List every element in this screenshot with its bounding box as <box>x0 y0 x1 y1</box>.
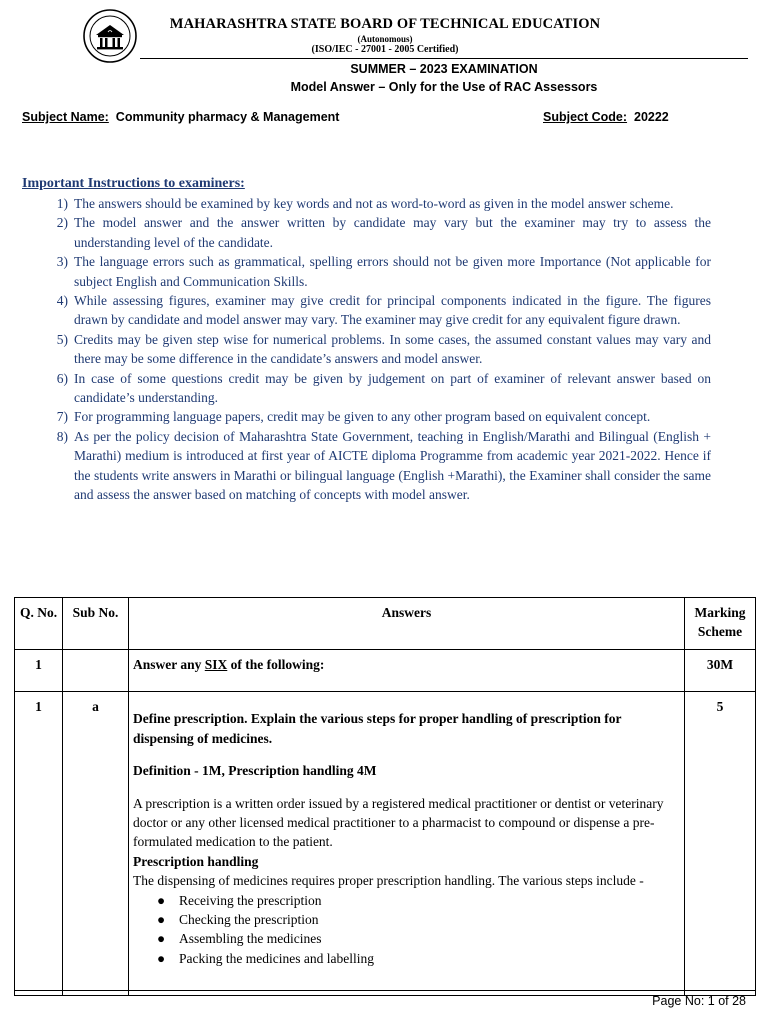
handling-heading: Prescription handling <box>133 853 259 869</box>
list-item <box>157 891 680 910</box>
marking-breakdown: Definition - 1M, Prescription handling 4M <box>133 763 377 778</box>
bullet-icon: ● <box>157 892 166 908</box>
instruction-number: 2) <box>56 215 68 231</box>
prescription-definition: A prescription is a written order issued by a registered medical practitioner or dentist or veterinary doctor or any other licensed medical practitioner to a pharmacist to compound or dispense a pre-formulated medication to the patient. <box>133 795 664 850</box>
subject-name-label: Subject Name: <box>22 110 109 124</box>
marks-cell: 5 <box>685 692 756 996</box>
bullet-icon: ● <box>157 931 166 947</box>
subject-code-group <box>543 110 669 124</box>
model-answer-title: Model Answer – Only for the Use of RAC Assessors <box>290 80 598 94</box>
instructions-list <box>22 194 711 505</box>
instruction-item <box>22 330 711 369</box>
subject-code-label: Subject Code: <box>543 110 628 124</box>
subject-row <box>22 110 722 124</box>
instruction-text: Credits may be given step wise for numerical problems. In some cases, the assumed constant values may vary and there may be some difference in the candidate’s answers and model answer. <box>74 331 711 367</box>
answer-cell <box>129 692 685 996</box>
header-divider <box>140 58 748 59</box>
page-number: Page No: 1 of 28 <box>652 994 746 1008</box>
subject-name-value: Community pharmacy & Management <box>115 110 340 124</box>
list-item <box>157 910 680 929</box>
instruction-item <box>22 194 711 213</box>
instruction-text: The model answer and the answer written by candidate may vary but the examiner may try to assess the understanding level of the candidate. <box>74 215 711 250</box>
instruction-number: 3) <box>56 254 68 270</box>
instruction-text: In case of some questions credit may be given by judgement on part of examiner of relevant answer based on candidate’s understanding. <box>74 370 711 406</box>
step-text: Checking the prescription <box>179 911 319 927</box>
instruction-number: 5) <box>56 331 68 347</box>
footer-divider <box>14 990 755 991</box>
header-marking-scheme: Marking Scheme <box>685 598 756 650</box>
step-text: Packing the medicines and labelling <box>179 950 374 966</box>
instruction-text: For programming language papers, credit may be given to any other program based on equivalent concept. <box>74 409 651 425</box>
answer-table <box>14 597 756 996</box>
instruction-text-before: Answer any <box>133 657 205 672</box>
step-text: Assembling the medicines <box>179 931 322 947</box>
table-row <box>15 692 756 996</box>
q-number: 1 <box>15 692 63 996</box>
instruction-item <box>22 213 711 252</box>
instruction-text: The answers should be examined by key words and not as word-to-word as given in the model answer scheme. <box>74 196 674 211</box>
instruction-item <box>22 427 711 505</box>
question-text: Define prescription. Explain the various steps for proper handling of prescription for dispensing of medicines. <box>133 711 622 746</box>
sub-number-empty <box>63 650 129 692</box>
header-sub-no: Sub No. <box>63 598 129 650</box>
step-text: Receiving the prescription <box>179 892 322 908</box>
header-q-no: Q. No. <box>15 598 63 650</box>
answer-cell <box>129 650 685 692</box>
header-answers: Answers <box>129 598 685 650</box>
bullet-icon: ● <box>157 911 166 927</box>
handling-intro: The dispensing of medicines requires proper prescription handling. The various steps include - <box>133 873 644 889</box>
instruction-text: As per the policy decision of Maharashtra State Government, teaching in English/Marathi and Bilingual (English + Marathi) medium is introduced at first year of AICTE diploma Programme from academic year 2021-2022. Hence if the students write answers in Marathi or bilingual language (English +Marathi), the Examiner shall consider the same and assess the answer based on matching of concepts with model answer. <box>74 428 711 503</box>
instruction-number: 8) <box>56 428 68 444</box>
board-name: MAHARASHTRA STATE BOARD OF TECHNICAL EDUCATION <box>169 16 601 32</box>
handling-steps-list <box>133 891 680 969</box>
instruction-number: 4) <box>56 293 68 309</box>
exam-title: SUMMER – 2023 EXAMINATION <box>350 62 538 76</box>
instruction-number: 6) <box>56 370 68 386</box>
autonomous-label: (Autonomous) <box>357 34 413 44</box>
bullet-icon: ● <box>157 950 166 966</box>
instruction-text-emph: SIX <box>204 657 228 672</box>
table-row <box>15 650 756 692</box>
instruction-text-after: of the following: <box>227 657 325 672</box>
instruction-item <box>22 252 711 291</box>
instruction-item <box>22 369 711 408</box>
instruction-number: 1) <box>56 196 68 211</box>
q-number: 1 <box>15 650 63 692</box>
instruction-text: The language errors such as grammatical, spelling errors should not be given more Importance (Not applicable for subject English and Communication Skills. <box>74 254 711 289</box>
msbte-logo <box>82 8 138 64</box>
marks-cell: 30M <box>685 650 756 692</box>
list-item <box>157 929 680 948</box>
instruction-item <box>22 291 711 330</box>
instructions-title: Important Instructions to examiners: <box>22 176 245 191</box>
table-header-row <box>15 598 756 650</box>
sub-number: a <box>63 692 129 996</box>
instruction-number: 7) <box>56 409 68 425</box>
instruction-item <box>22 407 711 426</box>
subject-code-value: 20222 <box>634 110 669 124</box>
list-item <box>157 949 680 968</box>
iso-certification: (ISO/IEC - 27001 - 2005 Certified) <box>311 44 459 55</box>
instruction-text: While assessing figures, examiner may give credit for principal components indicated in the figure. The figures drawn by candidate and model answer may vary. The examiner may give credit for any equivalent figure drawn. <box>74 293 711 328</box>
